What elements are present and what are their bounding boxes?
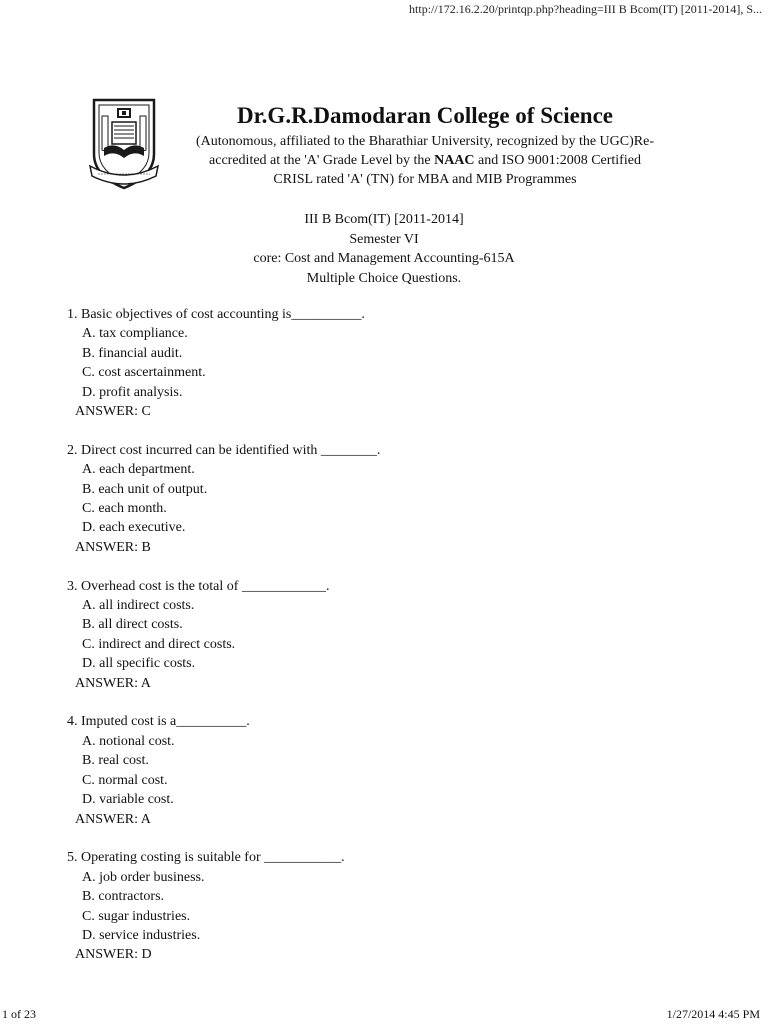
option-b: B. all direct costs. — [82, 617, 183, 633]
option-list — [67, 596, 707, 674]
question-item — [67, 848, 707, 964]
option-b: B. each unit of output. — [82, 481, 208, 497]
question-item — [67, 712, 707, 828]
affiliation-line-1: (Autonomous, affiliated to the Bharathiar University, recognized by the UGC)Re- — [196, 134, 654, 149]
option-d: D. service industries. — [82, 927, 201, 943]
college-header — [170, 102, 680, 189]
option-c: C. each month. — [82, 501, 167, 517]
option-list — [67, 324, 707, 402]
question-item — [67, 577, 707, 693]
affiliation-text — [170, 132, 680, 189]
affiliation-line-2-pre: accredited at the 'A' Grade Level by the — [209, 153, 435, 168]
page-number: 1 of 23 — [2, 1007, 36, 1021]
answer-text: ANSWER: C — [75, 404, 151, 420]
question-text: 3. Overhead cost is the total of ____________. — [67, 578, 330, 594]
affiliation-line-2-post: and ISO 9001:2008 Certified — [474, 153, 641, 168]
option-c: C. cost ascertainment. — [82, 365, 206, 381]
question-type: Multiple Choice Questions. — [306, 270, 462, 286]
option-c: C. sugar industries. — [82, 908, 191, 924]
option-a: A. job order business. — [82, 869, 205, 885]
question-list — [67, 305, 707, 984]
option-b: B. financial audit. — [82, 345, 183, 361]
answer-text: ANSWER: A — [75, 675, 151, 691]
answer-text: ANSWER: A — [75, 811, 151, 827]
question-text: 5. Operating costing is suitable for ___________. — [67, 850, 345, 866]
course-subject: core: Cost and Management Accounting-615A — [253, 251, 515, 266]
option-c: C. normal cost. — [82, 772, 168, 788]
option-list — [67, 460, 707, 538]
college-crest-icon — [88, 92, 160, 192]
print-url: http://172.16.2.20/printqp.php?heading=III B Bcom(IT) [2011-2014], S... — [409, 2, 762, 16]
course-semester: Semester VI — [349, 231, 419, 247]
option-d: D. all specific costs. — [82, 656, 196, 672]
option-list — [67, 868, 707, 946]
option-a: A. tax compliance. — [82, 326, 188, 342]
option-d: D. each executive. — [82, 520, 186, 536]
question-item — [67, 441, 707, 557]
affiliation-line-3: CRISL rated 'A' (TN) for MBA and MIB Programmes — [273, 172, 577, 187]
answer-text: ANSWER: B — [75, 539, 151, 555]
affiliation-line-2 — [170, 151, 680, 170]
question-text: 2. Direct cost incurred can be identified with ________. — [67, 442, 381, 458]
naac-label: NAAC — [434, 153, 475, 168]
course-info — [0, 210, 768, 288]
option-a: A. each department. — [82, 462, 195, 478]
print-date: 1/27/2014 4:45 PM — [666, 1007, 760, 1021]
answer-text: ANSWER: D — [75, 947, 152, 963]
college-crest-logo — [88, 92, 160, 192]
college-name: Dr.G.R.Damodaran College of Science — [236, 103, 614, 128]
course-batch: III B Bcom(IT) [2011-2014] — [304, 212, 464, 227]
option-d: D. variable cost. — [82, 792, 174, 808]
option-c: C. indirect and direct costs. — [82, 636, 236, 652]
option-a: A. all indirect costs. — [82, 598, 195, 614]
option-d: D. profit analysis. — [82, 384, 183, 400]
option-b: B. contractors. — [82, 889, 165, 905]
question-text: 4. Imputed cost is a__________. — [67, 714, 250, 730]
question-text: 1. Basic objectives of cost accounting is__________. — [67, 307, 365, 322]
option-a: A. notional cost. — [82, 733, 175, 749]
option-list — [67, 732, 707, 810]
option-b: B. real cost. — [82, 753, 149, 769]
question-item — [67, 305, 707, 421]
